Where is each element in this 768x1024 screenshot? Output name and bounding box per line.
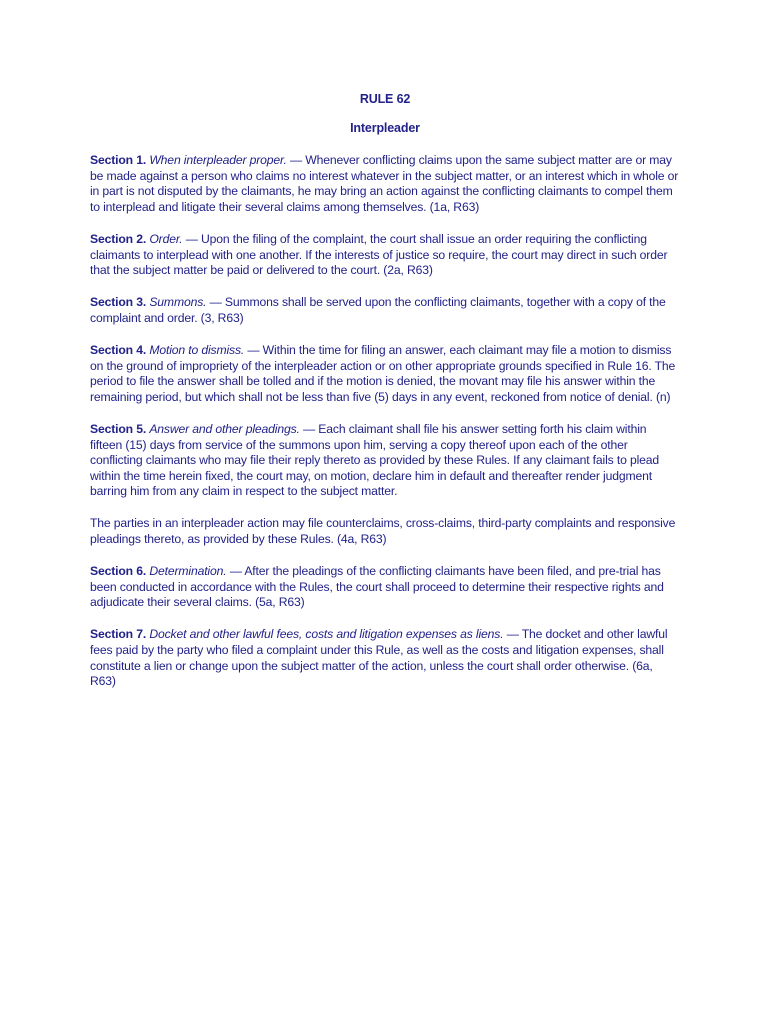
- section-label: Section 6.: [90, 564, 147, 579]
- section-body: — The docket and other lawful fees paid by the party who filed a complaint under this Rule, as well as the costs and litigation expenses, shall constitute a lien or change upon the subject matter of the action, unless the court shall order otherwise. (6a, R63): [90, 627, 668, 689]
- section-2: [90, 232, 680, 279]
- section-1: [90, 153, 680, 215]
- section-label: Section 2.: [90, 232, 147, 247]
- section-heading: Determination.: [149, 564, 227, 579]
- section-heading: Motion to dismiss.: [149, 343, 245, 358]
- section-3: [90, 295, 680, 326]
- section-4: [90, 343, 680, 405]
- section-5: [90, 422, 680, 500]
- section-heading: Order.: [149, 232, 183, 247]
- section-label: Section 3.: [90, 295, 147, 310]
- section-body: — Upon the filing of the complaint, the court shall issue an order requiring the conflicting claimants to interplead with one another. If the interests of justice so require, the court may direct in such order that the subject matter be paid or delivered to the court. (2a, R63): [90, 232, 668, 278]
- rule-subtitle: Interpleader: [350, 120, 420, 135]
- section-body: — Summons shall be served upon the conflicting claimants, together with a copy of the complaint and order. (3, R63): [90, 295, 666, 325]
- section-heading: Summons.: [149, 295, 207, 310]
- rule-title: RULE 62: [359, 92, 411, 106]
- document-page: [90, 92, 680, 706]
- section-body: — Whenever conflicting claims upon the same subject matter are or may be made against a person who claims no interest whatever in the subject matter, or an interest which in whole or in part is not disputed by the claimants, he may bring an action against the conflicting claimants to compel them to interplead and litigate their several claims among themselves. (1a, R63): [90, 153, 679, 214]
- section-label: Section 4.: [90, 343, 147, 358]
- section-7: [90, 627, 680, 689]
- section-5-continuation: The parties in an interpleader action may file counterclaims, cross-claims, third-party complaints and responsive pleadings thereto, as provided by these Rules. (4a, R63): [90, 516, 676, 546]
- section-body: — After the pleadings of the conflicting claimants have been filed, and pre-trial has been conducted in accordance with the Rules, the court shall proceed to determine their respective rights and adjudicate their several claims. (5a, R63): [90, 564, 664, 610]
- section-6: [90, 564, 680, 611]
- section-body: — Each claimant shall file his answer setting forth his claim within fifteen (15) days from service of the summons upon him, serving a copy thereof upon each of the other conflicting claimants who may file their reply thereto as provided by these Rules. If any claimant fails to plead within the time herein fixed, the court may, on motion, declare him in default and thereafter render judgment barring him from any claim in respect to the subject matter.: [90, 421, 660, 499]
- section-heading: Answer and other pleadings.: [149, 421, 300, 436]
- section-heading: When interpleader proper.: [149, 153, 287, 168]
- section-label: Section 5.: [90, 421, 147, 436]
- section-label: Section 7.: [90, 627, 147, 642]
- section-body: — Within the time for filing an answer, each claimant may file a motion to dismiss on the ground of impropriety of the interpleader action or on other appropriate grounds specified in Rule 16. The period to file the answer shall be tolled and if the motion is denied, the movant may file his answer within the remaining period, but which shall not be less than five (5) days in any event, reckoned from notice of denial. (n): [90, 343, 676, 404]
- section-label: Section 1.: [90, 153, 147, 168]
- section-heading: Docket and other lawful fees, costs and litigation expenses as liens.: [149, 627, 504, 642]
